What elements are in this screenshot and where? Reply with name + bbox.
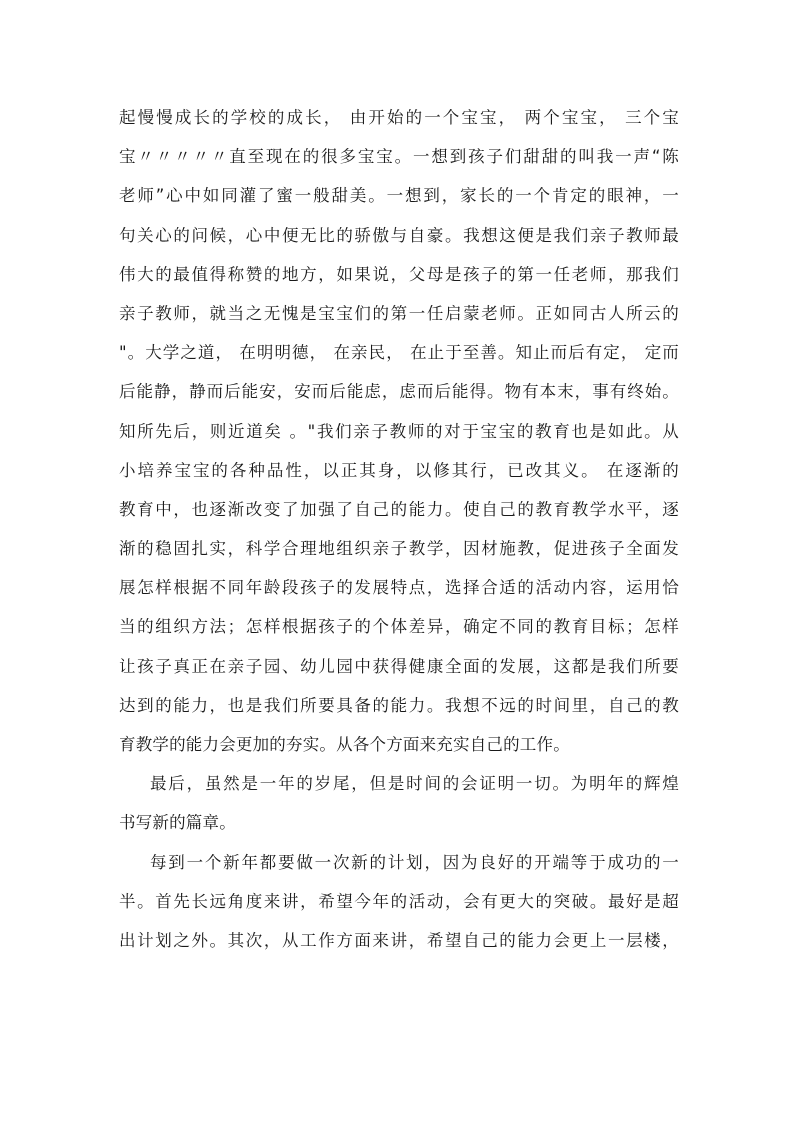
- text-line-3: 老师”心中如同灌了蜜一般甜美。一想到，家长的一个肯定的眼神，一: [119, 186, 679, 206]
- text-line-22: 出计划之外。其次，从工作方面来讲，希望自己的能力会更上一层楼，: [119, 930, 679, 950]
- text-line-7: "。大学之道， 在明明德， 在亲民， 在止于至善。知止而后有定， 定而: [119, 343, 679, 363]
- body-text: [119, 98, 679, 960]
- text-line-16: 达到的能力，也是我们所要具备的能力。我想不远的时间里，自己的教: [119, 695, 679, 715]
- text-line-18: 最后，虽然是一年的岁尾，但是时间的会证明一切。为明年的辉煌: [150, 774, 679, 794]
- text-line-8: 后能静，静而后能安，安而后能虑，虑而后能得。物有本末，事有终始。: [119, 382, 679, 402]
- text-line-20: 每到一个新年都要做一次新的计划，因为良好的开端等于成功的一: [150, 852, 679, 872]
- text-line-4: 句关心的问候，心中便无比的骄傲与自豪。我想这便是我们亲子教师最: [119, 225, 679, 245]
- text-line-6: 亲子教师，就当之无愧是宝宝们的第一任启蒙老师。正如同古人所云的: [119, 303, 679, 323]
- text-line-10: 小培养宝宝的各种品性，以正其身，以修其行，已改其义。 在逐渐的: [119, 460, 679, 480]
- text-line-2: 宝〃〃〃〃〃直至现在的很多宝宝。一想到孩子们甜甜的叫我一声“陈: [119, 147, 679, 167]
- text-line-15: 让孩子真正在亲子园、幼儿园中获得健康全面的发展，这都是我们所要: [119, 656, 679, 676]
- text-line-19: 书写新的篇章。: [119, 813, 236, 833]
- text-line-9: 知所先后，则近道矣 。"我们亲子教师的对于宝宝的教育也是如此。从: [119, 421, 679, 441]
- text-line-17: 育教学的能力会更加的夯实。从各个方面来充实自己的工作。: [119, 735, 570, 754]
- text-line-1: 起慢慢成长的学校的成长， 由开始的一个宝宝， 两个宝宝， 三个宝: [119, 108, 679, 127]
- text-line-5: 伟大的最值得称赞的地方，如果说，父母是孩子的第一任老师，那我们: [119, 264, 679, 284]
- text-line-13: 展怎样根据不同年龄段孩子的发展特点，选择合适的活动内容，运用恰: [119, 578, 679, 598]
- text-line-21: 半。首先长远角度来讲，希望今年的活动，会有更大的突破。最好是超: [119, 891, 679, 911]
- text-line-11: 教育中，也逐渐改变了加强了自己的能力。使自己的教育教学水平，逐: [119, 499, 679, 519]
- text-line-14: 当的组织方法；怎样根据孩子的个体差异，确定不同的教育目标；怎样: [119, 617, 679, 637]
- text-line-12: 渐的稳固扎实，科学合理地组织亲子教学，因材施教，促进孩子全面发: [119, 539, 679, 559]
